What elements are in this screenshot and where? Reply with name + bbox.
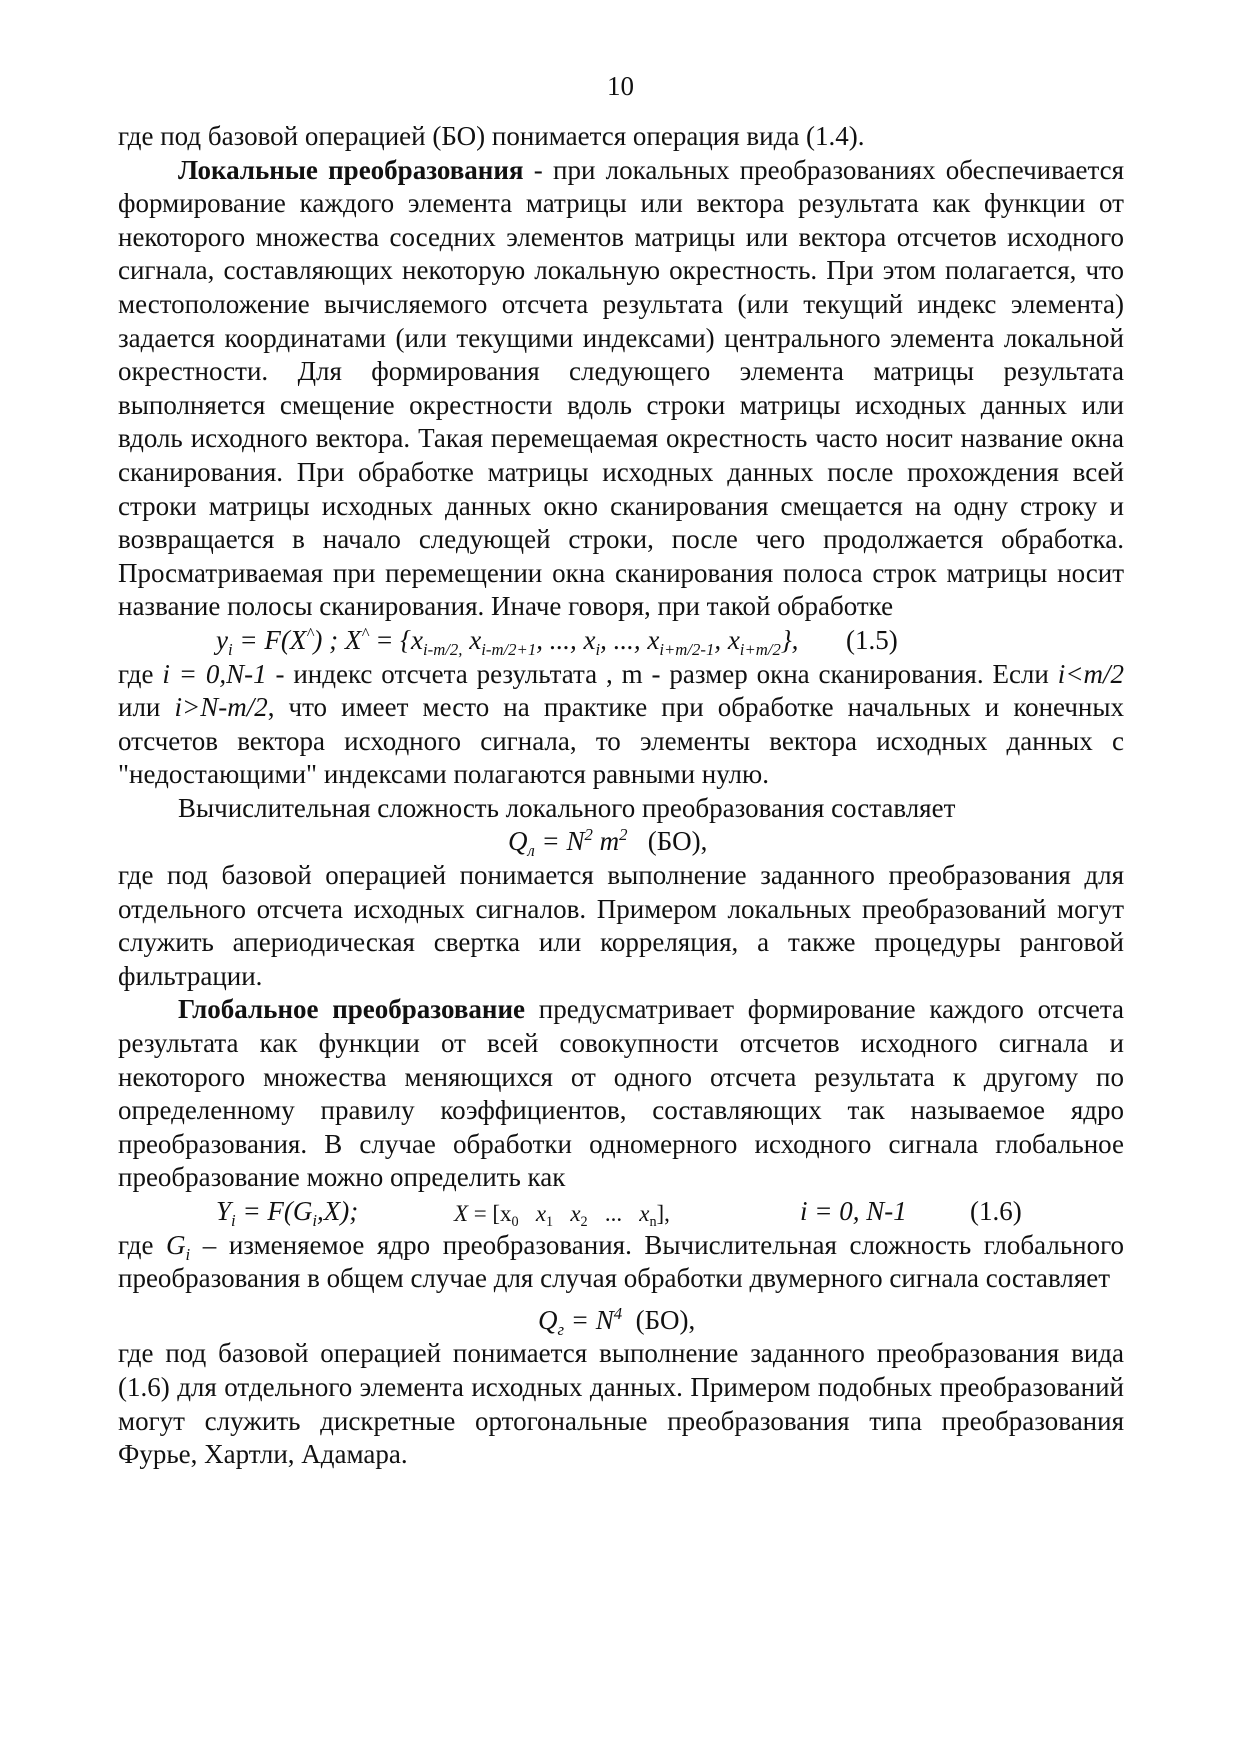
equation-number-1-6: (1.6): [970, 1196, 1022, 1226]
formula-1-5: [118, 624, 1124, 658]
term-local-transform: Локальные преобразования: [178, 154, 524, 185]
paragraph-local-examples: где под базовой операцией понимается выполнение заданного преобразования для отдельного отсчета исходных сигналов. Примером локальных преобразований могут служить апериодическая свертка или корреляция, а также процедуры ранговой фильтрации.: [118, 860, 1124, 991]
paragraph-intro: где под базовой операцией (БО) понимается операция вида (1.4).: [118, 121, 865, 151]
paragraph-global-examples: где под базовой операцией понимается выполнение заданного преобразования вида (1.6) для отдельного элемента исходных данных. Примером подобных преобразований могут служить дискретные ортогональные преобразования типа преобразования Фурье, Хартли, Адамара.: [118, 1338, 1124, 1470]
page-body: [118, 120, 1124, 1472]
page-number: 10: [607, 71, 634, 101]
paragraph-kernel: где $G_i$ – изменяемое ядро преобразования. Вычислительная сложность глобального преобразования в общем случае для случая обработки двумерного сигнала составляет: [118, 1229, 1124, 1294]
formula-complexity-local: $Q_л = N^2$ $m^2$ (БО),: [508, 825, 708, 861]
equation-number-1-5: (1.5): [846, 624, 898, 655]
paragraph-local-transform: [118, 154, 1124, 624]
paragraph-where-index: где i = 0,N-1 - индекс отсчета результата , m - размер окна сканирования. Если i<m/2 или i>N-m/2, что имеет место на практике при обработке начальных и конечных отсчетов вектора исходного сигнала, то элементы вектора исходных данных с "недостающими" индексами полагаются равными нулю.: [118, 658, 1125, 790]
global-transform-text: предусматривает формирование каждого отсчета результата как функции от всей совокупности отсчетов исходного сигнала и некоторого множества меняющихся от одного отсчета результата к другому по определенному правилу коэффициентов, составляющих так называемое ядро преобразования. В случае обработки одномерного исходного сигнала глобальное преобразование можно определить как: [118, 994, 1124, 1193]
formula-complexity-global: $Q_г = N^4$ (БО),: [538, 1303, 696, 1339]
term-global-transform: Глобальное преобразование: [178, 994, 526, 1025]
paragraph-global-transform: [118, 993, 1124, 1195]
formula-1-5-body: $y_i = F(X^{\^{}})$ ; $X^{\^{}} = \{x_{i-m/2,}$ $x_{i-m/2+1}$, ..., $x_i$, ..., $x_{i+m/2-1}$, $x_{i+m/2}$},: [216, 623, 799, 659]
paragraph-complexity-local: Вычислительная сложность локального преобразования составляет: [178, 792, 956, 823]
local-transform-text: - при локальных преобразованиях обеспечивается формирование каждого элемента матрицы или вектора результата как функции от некоторого множества соседних элементов матрицы или вектора отсчетов исходного сигнала, составляющих некоторую локальную окрестность. При этом полагается, что местоположение вычисляемого отсчета результата (или текущий индекс элемента) задается координатами (или текущими индексами) центрального элемента локальной окрестности. Для формирования следующего элемента матрицы результата выполняется смещение окрестности вдоль строки матрицы исходных данных или вдоль исходного вектора. Такая перемещаемая окрестность часто носит название окна сканирования. При обработке матрицы исходных данных после прохождения всей строки матрицы исходных данных окно сканирования смещается на одну строку и возвращается в начало следующей строки, после чего продолжается обработка. Просматриваемая при перемещении окна сканирования полоса строк матрицы носит название полосы сканирования. Иначе говоря, при такой обработке: [118, 154, 1124, 622]
formula-1-6: $Y_i = F(G_i,X)$; $X = [x_0$ $x_1$ $x_2$ ... $x_n$], i = 0, N-1 (1.6): [216, 1196, 1022, 1230]
